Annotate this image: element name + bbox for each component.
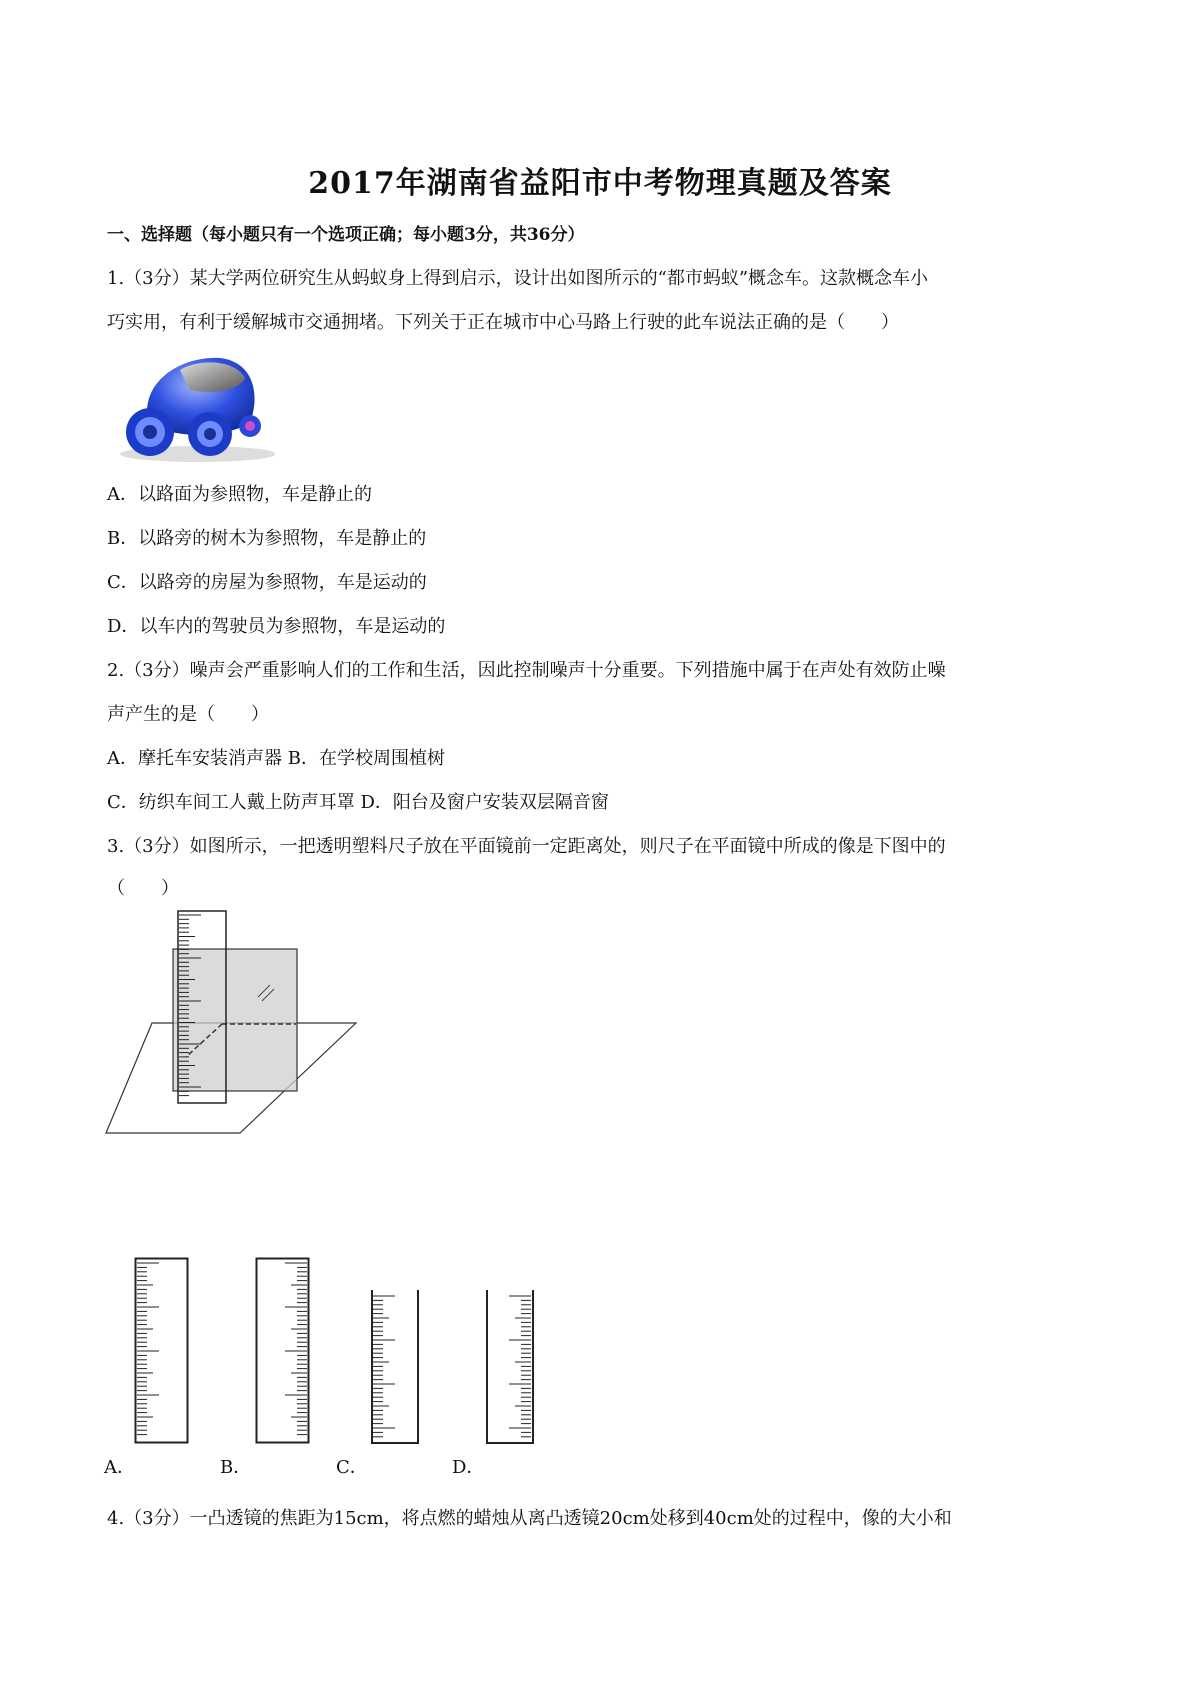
q1-option-c: C．以路旁的房屋为参照物，车是运动的 (107, 572, 427, 593)
q2-text-line1: 2.（3分）噪声会严重影响人们的工作和生活，因此控制噪声十分重要。下列措施中属于在声处有效防止噪 (107, 660, 946, 681)
q3-option-a-label: A． (104, 1457, 135, 1478)
q1-text-line1: 1.（3分）某大学两位研究生从蚂蚁身上得到启示，设计出如图所示的“都市蚂蚁”概念车。这款概念车小 (107, 268, 929, 289)
q1-option-b: B．以路旁的树木为参照物，车是静止的 (107, 528, 427, 549)
ruler-option-d (485, 1290, 535, 1445)
q1-text-line2: 巧实用，有利于缓解城市交通拥堵。下列关于正在城市中心马路上行驶的此车说法正确的是（ ） (107, 312, 899, 333)
ruler-option-c (370, 1290, 420, 1445)
concept-car-image (110, 352, 275, 464)
ruler-option-b (255, 1257, 311, 1445)
ruler-option-a (134, 1257, 190, 1445)
q4-text-line1: 4.（3分）一凸透镜的焦距为15cm，将点燃的蜡烛从离凸透镜20cm处移到40cm处的过程中，像的大小和 (107, 1508, 952, 1529)
mirror-ruler-diagram (104, 905, 359, 1135)
q3-option-c-label: C． (336, 1457, 368, 1478)
q2-text-line2: 声产生的是（ ） (107, 704, 269, 725)
q2-options-row2: C．纺织车间工人戴上防声耳罩 D．阳台及窗户安装双层隔音窗 (107, 792, 609, 813)
q2-options-row1: A．摩托车安装消声器 B．在学校周围植树 (107, 748, 445, 769)
q3-option-b-label: B． (220, 1457, 252, 1478)
q3-text-line2: （ ） (107, 878, 179, 899)
q1-option-a: A．以路面为参照物，车是静止的 (107, 484, 372, 505)
section-heading: 一、选择题（每小题只有一个选项正确；每小题3分，共36分） (107, 225, 585, 245)
q3-option-d-label: D． (452, 1457, 485, 1478)
page-title: 2017年湖南省益阳市中考物理真题及答案 (308, 166, 892, 201)
q1-option-d: D．以车内的驾驶员为参照物，车是运动的 (107, 616, 446, 637)
q3-text-line1: 3.（3分）如图所示，一把透明塑料尺子放在平面镜前一定距离处，则尺子在平面镜中所成的像是下图中的 (107, 836, 946, 857)
